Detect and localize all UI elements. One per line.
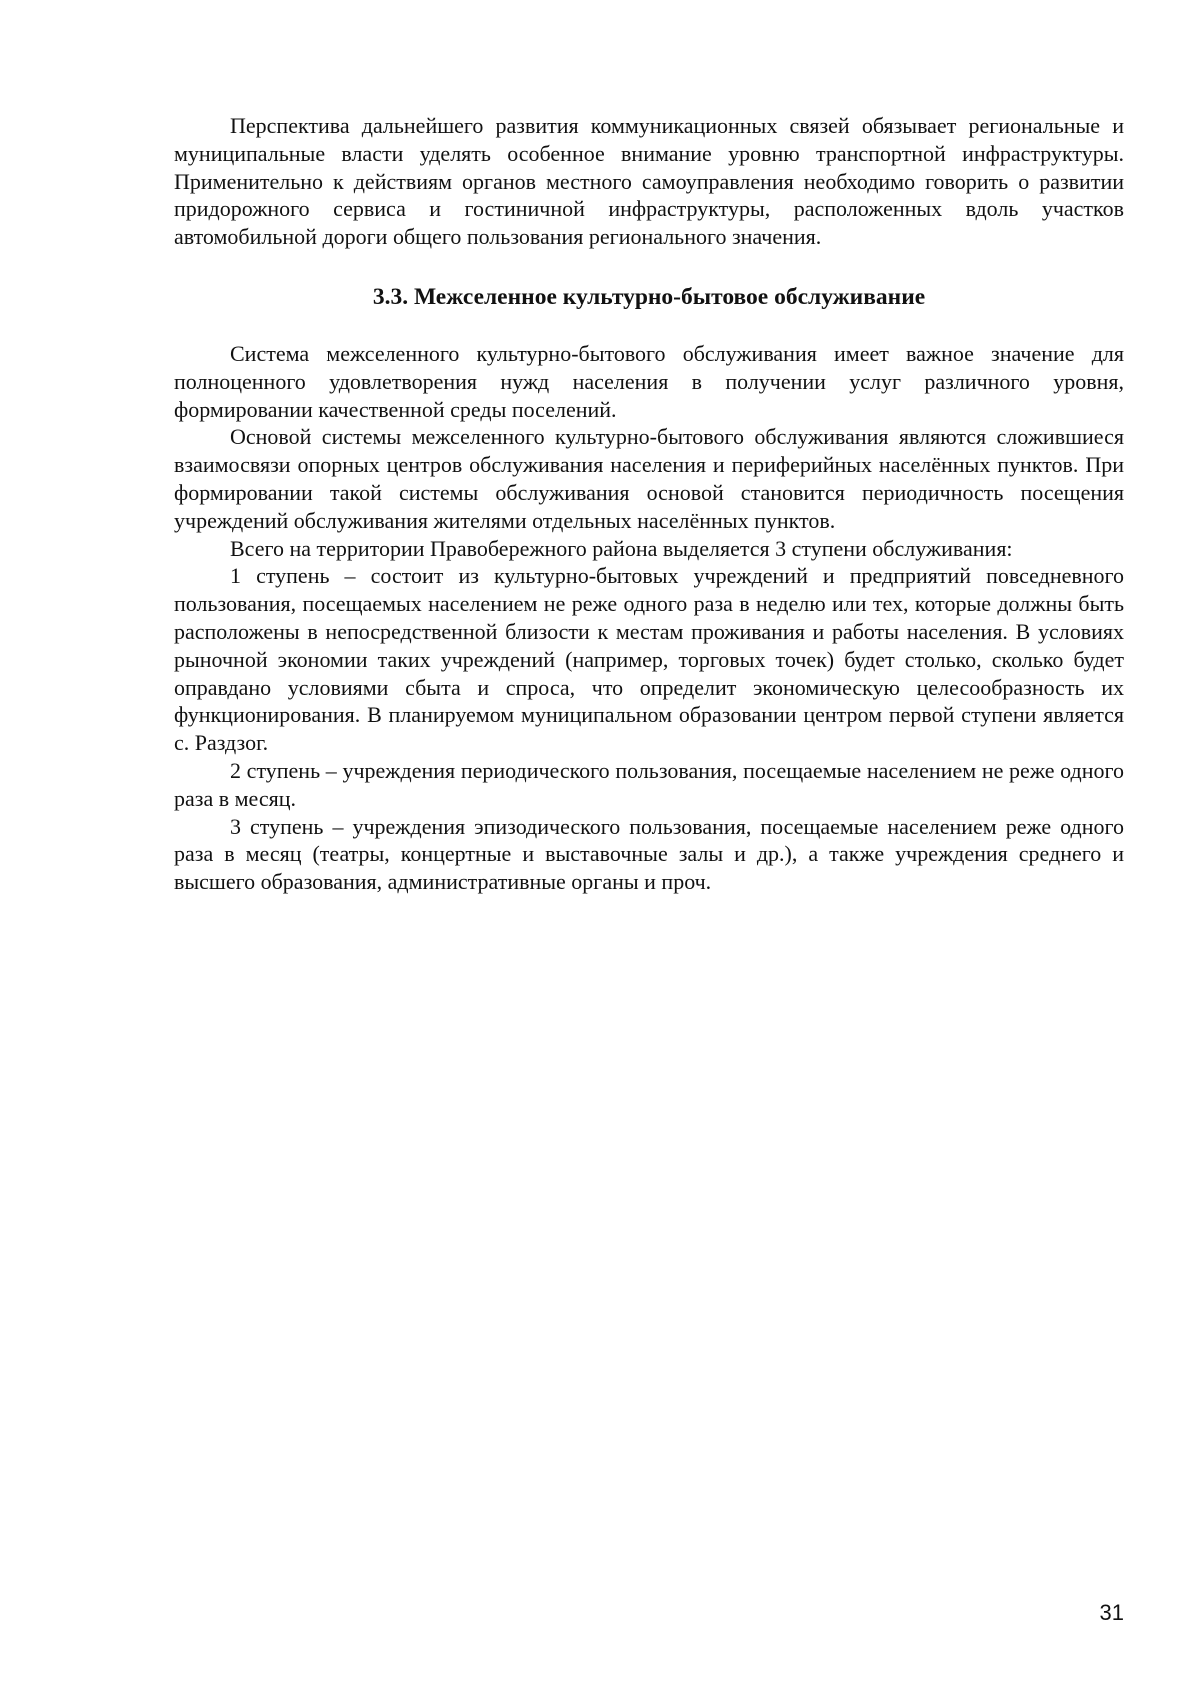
paragraph-level-1: 1 ступень – состоит из культурно-бытовых учреждений и предприятий повседневного пользования, посещаемых населением не реже одного раза в неделю или тех, которые должны быть расположены в непосредственной близости к местам проживания и работы населения. В условиях рыночной экономии таких учреждений (например, торговых точек) будет столько, сколько будет оправдано условиями сбыта и спроса, что определит экономическую целесообразность их функционирования. В планируемом муниципальном образовании центром первой ступени является с. Раздзог. [174, 563, 1124, 756]
paragraph-level-3: 3 ступень – учреждения эпизодического пользования, посещаемые населением реже одного раза в месяц (театры, концертные и выставочные залы и др.), а также учреждения среднего и высшего образования, административные органы и проч. [174, 813, 1124, 895]
document-body [174, 112, 1124, 896]
section-heading: 3.3. Межселенное культурно-бытовое обслуживание [372, 283, 926, 310]
page-number: 31 [1099, 1600, 1124, 1625]
paragraph-service-basis: Основой системы межселенного культурно-бытового обслуживания являются сложившиеся взаимосвязи опорных центров обслуживания населения и периферийных населённых пунктов. При формировании такой системы обслуживания основой становится периодичность посещения учреждений обслуживания жителями отдельных населённых пунктов. [174, 424, 1124, 533]
paragraph-service-levels-intro: Всего на территории Правобережного района выделяется 3 ступени обслуживания: [230, 535, 1013, 561]
paragraph-level-2: 2 ступень – учреждения периодического пользования, посещаемые населением не реже одного раза в месяц. [174, 757, 1124, 811]
paragraph-transport-infrastructure: Перспектива дальнейшего развития коммуникационных связей обязывает региональные и муниципальные власти уделять особенное внимание уровню транспортной инфраструктуры. Применительно к действиям органов местного самоуправления необходимо говорить о развитии придорожного сервиса и гостиничной инфраструктуры, расположенных вдоль участков автомобильной дороги общего пользования регионального значения. [174, 113, 1124, 250]
paragraph-service-system: Система межселенного культурно-бытового обслуживания имеет важное значение для полноценного удовлетворения нужд населения в получении услуг различного уровня, формировании качественной среды поселений. [174, 340, 1124, 422]
